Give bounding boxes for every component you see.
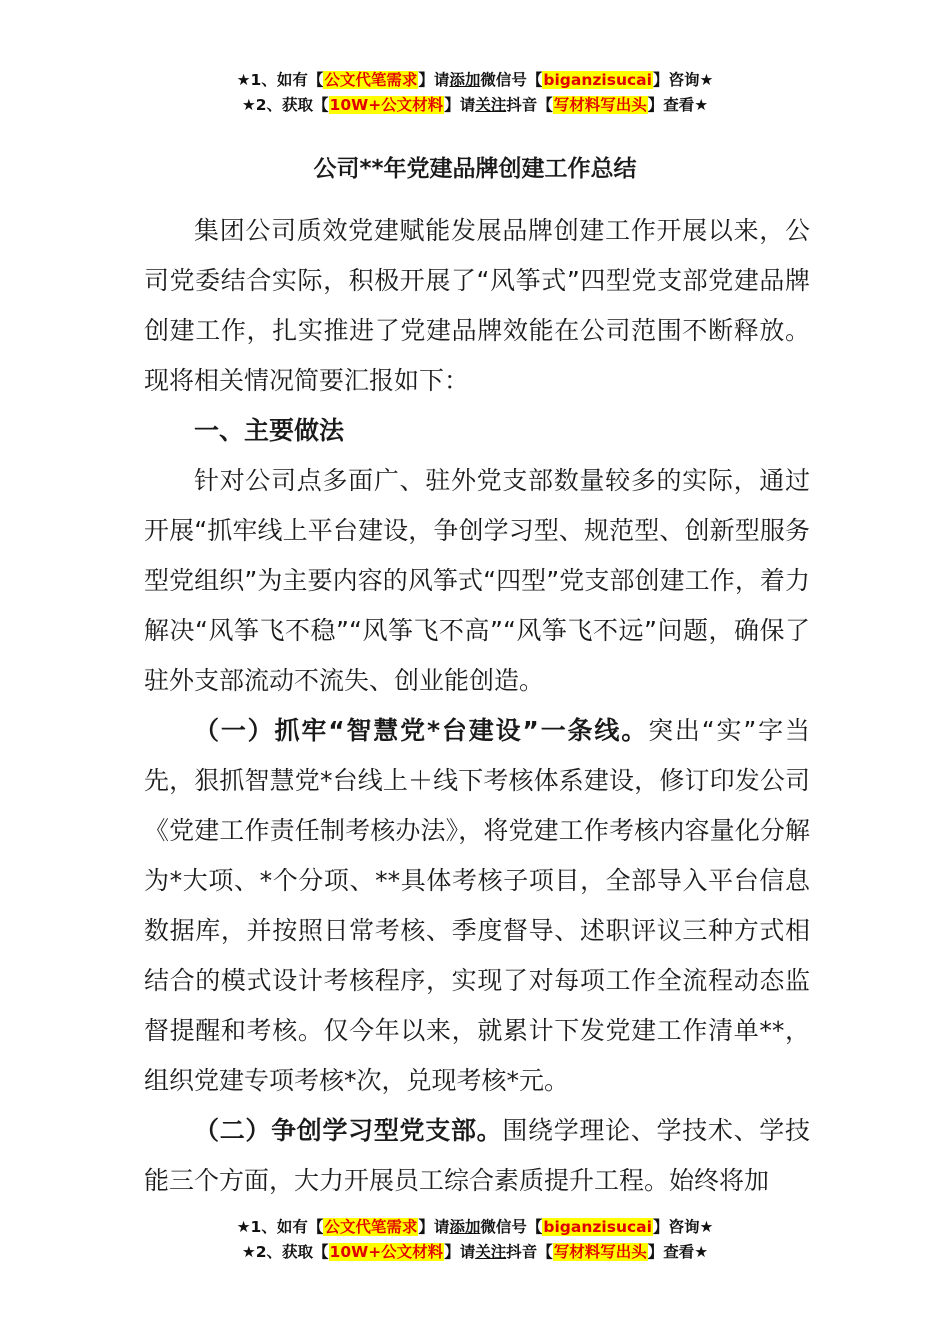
- promo-text: 】请: [418, 1218, 450, 1236]
- promo-text: ★2、获取【: [241, 1243, 329, 1261]
- promo-line-2: [0, 1240, 950, 1265]
- promo-text: 】查看★: [647, 1243, 709, 1261]
- document-body: [144, 206, 810, 1206]
- item-paragraph-2: [144, 1106, 810, 1206]
- promo-text: 】查看★: [647, 96, 709, 114]
- promo-line-1: [0, 1215, 950, 1240]
- promo-text: 微信号【: [480, 71, 543, 89]
- promo-underline: 添加: [449, 71, 481, 89]
- promo-banner-top: [0, 68, 950, 118]
- promo-text: 】请: [444, 96, 476, 114]
- promo-highlight: biganzisucai: [543, 71, 652, 89]
- document-title: 公司**年党建品牌创建工作总结: [313, 156, 637, 182]
- promo-text: 】请: [418, 71, 450, 89]
- promo-text: 】咨询★: [652, 1218, 714, 1236]
- promo-highlight: 写材料写出头: [553, 96, 647, 114]
- promo-text: 抖音【: [506, 96, 553, 114]
- item-lead: （一）抓牢“智慧党*台建设”一条线。: [194, 716, 649, 745]
- intro-paragraph: 集团公司质效党建赋能发展品牌创建工作开展以来，公司党委结合实际，积极开展了“风筝式”四型党支部党建品牌创建工作，扎实推进了党建品牌效能在公司范围不断释放。现将相关情况简要汇报如下：: [144, 216, 810, 395]
- item-lead: （二）争创学习型党支部。: [194, 1116, 503, 1145]
- promo-text: 微信号【: [480, 1218, 543, 1236]
- promo-highlight: 公文代笔需求: [324, 71, 418, 89]
- promo-text: ★2、获取【: [241, 96, 329, 114]
- item-text: 突出“实”字当先，狠抓智慧党*台线上＋线下考核体系建设，修订印发公司《党建工作责任制考核办法》，将党建工作考核内容量化分解为*大项、*个分项、**具体考核子项目，全部导入平台信息数据库，并按照日常考核、季度督导、述职评议三种方式相结合的模式设计考核程序，实现了对每项工作全流程动态监督提醒和考核。仅今年以来，就累计下发党建工作清单**，组织党建专项考核*次，兑现考核*元。: [144, 716, 811, 1095]
- item-text: 围绕学理论、学技术、学技能三个方面，大力开展员工综合素质提升工程。始终将加: [144, 1116, 810, 1195]
- promo-highlight: 10W+公文材料: [329, 96, 444, 114]
- section-paragraph: 针对公司点多面广、驻外党支部数量较多的实际，通过开展“抓牢线上平台建设，争创学习型、规范型、创新型服务型党组织”为主要内容的风筝式“四型”党支部创建工作，着力解决“风筝飞不稳”“风筝飞不高”“风筝飞不远”问题，确保了驻外支部流动不流失、创业能创造。: [144, 466, 810, 695]
- promo-banner-bottom: [0, 1215, 950, 1265]
- section-heading: 一、主要做法: [194, 416, 345, 445]
- promo-underline: 添加: [449, 1218, 481, 1236]
- promo-text: 抖音【: [506, 1243, 553, 1261]
- item-paragraph-1: [144, 706, 810, 1106]
- promo-text: 】咨询★: [652, 71, 714, 89]
- promo-text: ★1、如有【: [236, 1218, 324, 1236]
- promo-highlight: 10W+公文材料: [329, 1243, 444, 1261]
- promo-text: ★1、如有【: [236, 71, 324, 89]
- promo-line-1: [0, 68, 950, 93]
- promo-underline: 关注: [475, 96, 507, 114]
- promo-highlight: 公文代笔需求: [324, 1218, 418, 1236]
- promo-highlight: biganzisucai: [543, 1218, 652, 1236]
- promo-text: 】请: [444, 1243, 476, 1261]
- promo-underline: 关注: [475, 1243, 507, 1261]
- promo-highlight: 写材料写出头: [553, 1243, 647, 1261]
- promo-line-2: [0, 93, 950, 118]
